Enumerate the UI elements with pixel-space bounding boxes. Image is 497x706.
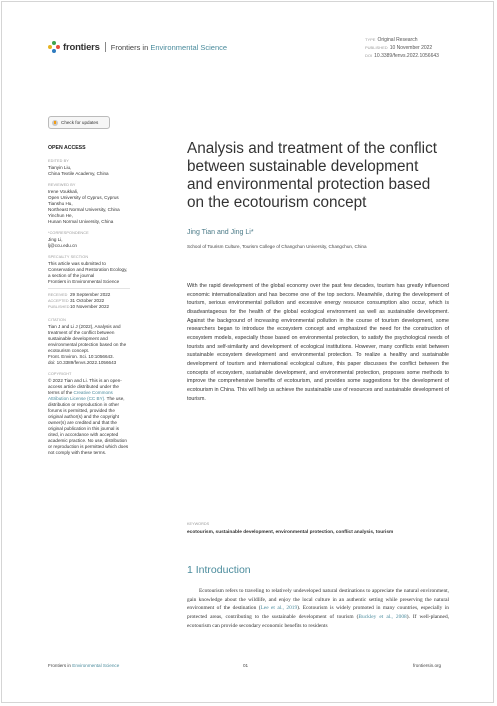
corresponding-email[interactable]: lj@ccu.edu.cn [48, 243, 77, 248]
license-link[interactable]: Creative Commons [73, 390, 113, 395]
affiliation: School of Tourism Culture, Tourism College of Changchun University, Changchun, China [187, 244, 367, 249]
article-title: Analysis and treatment of the conflict between sustainable development and environmental protection based on the ecotourism concept [187, 140, 437, 211]
journal-brand[interactable] [48, 41, 227, 53]
article-meta: TYPE Original Research PUBLISHED 10 November 2022 DOI 10.3389/fenvs.2022.1056643 [365, 37, 439, 59]
article-type: Original Research [377, 37, 418, 43]
publish-date: 10 November 2022 [389, 45, 433, 51]
check-for-updates-button[interactable]: Check for updates [48, 116, 110, 129]
crossmark-icon [52, 120, 58, 126]
open-access-label: OPEN ACCESS [48, 145, 86, 151]
license-link-cont[interactable]: Attribution License (CC BY). [48, 396, 106, 401]
keywords: ecotourism, sustainable development, environmental protection, conflict analysis, tourism [187, 530, 394, 535]
authors: Jing Tian and Jing Li* [187, 229, 254, 236]
keywords-label: KEYWORDS [187, 522, 210, 526]
page-number: 01 [243, 663, 249, 668]
citation-link[interactable]: Buckley et al., 2008 [358, 614, 407, 621]
brand-name: frontiers [63, 41, 100, 53]
abstract: With the rapid development of the global economy over the past few decades, tourism has greatly influenced economic internationalization and has become one of the top sectors. Meanwhile, during the development of tourism, serious environmental pollution and excessive energy resource consumption also occur, which is disadvantageous for the health of the global ecological environment as well as sustainable development. Against the background of increasing environmental pollution in the course of tourism development, some researchers began to introduce the ecosystem concept and emphasized the need for the construction of ecosystem models, especially those based on environmental protection, to satisfy the psychological needs of tourists and self-similarity and development of ecological institutions. However, many conflicts exist between sustainable ecosystem development and environmental protection. To realize a healthy and sustainable development of tourism and international ecological culture, this paper discusses the conflict between the concepts of ecosystem, sustainable development, and environmental protection, proposes some methods to improve the comprehensive benefits of ecotourism, and provides some suggestions for the development of ecotourism in China. This will help us achieve the sustainable use of resources and sustainable development of tourism. [187, 283, 449, 402]
frontiers-logo-icon [48, 41, 60, 53]
section-heading: 1 Introduction [187, 564, 251, 576]
introduction-paragraph: Ecotourism refers to traveling to relatively undeveloped natural destinations to appreciate the natural environment, gain knowledge about the wildlife, and enjoy the local culture in an authentic setting while preserving the natural environment of the destination (Lee et al., 2019). Ecotourism is widely promoted in many countries, especially in protected areas, contributing to the sustainable development of tourism (Buckley et al., 2008). If well-planned, ecotourism can provide secondary economic benefits to residents [187, 588, 449, 629]
doi: 10.3389/fenvs.2022.1056643 [374, 53, 439, 59]
journal-name: Frontiers in Environmental Science [110, 42, 228, 52]
article-sidebar: OPEN ACCESS EDITED BY Tianyin Liu, China Textile Academy, China REVIEWED BY Irene Voukkali, Open University of Cyprus, Cyprus Tianshu Hu, Northeast Normal University, China Yinchun He, Hunan Normal University, China *CORRESPONDENCE Jing Li, lj@ccu.edu.cn SPECIALTY SECTION This article was submitted to Conservation and Restoration Ecology, a section of the journal Frontiers in Environmental Science RECEIVED 29 September 2022 ACCEPTED 31 October 2022 PUBLISHED 10 November 2022 CITATION Tian J and Li J (2022), Analysis and treatment of the conflict between sustainable development and environmental protection based on the ecotourism concept. Front. Environ. Sci. 10:1056643. doi: 10.3389/fenvs.2022.1056643 COPYRIGHT © 2022 Tian and Li. This is an open- access article distributed under the terms of the Creative Commons Attribution License (CC BY). The use, distribution or reproduction in other forums is permitted, provided the original author(s) and the copyright owner(s) are credited and that the original publication in this journal is cited, in accordance with accepted academic practice. No use, distribution or reproduction is permitted which does not comply with these terms. [48, 145, 129, 455]
footer-site-link[interactable]: frontiersin.org [413, 663, 442, 668]
brand-divider [105, 42, 106, 52]
footer-journal: Frontiers in Environmental Science [48, 663, 120, 668]
citation-link[interactable]: Lee et al., 2019 [260, 605, 298, 612]
